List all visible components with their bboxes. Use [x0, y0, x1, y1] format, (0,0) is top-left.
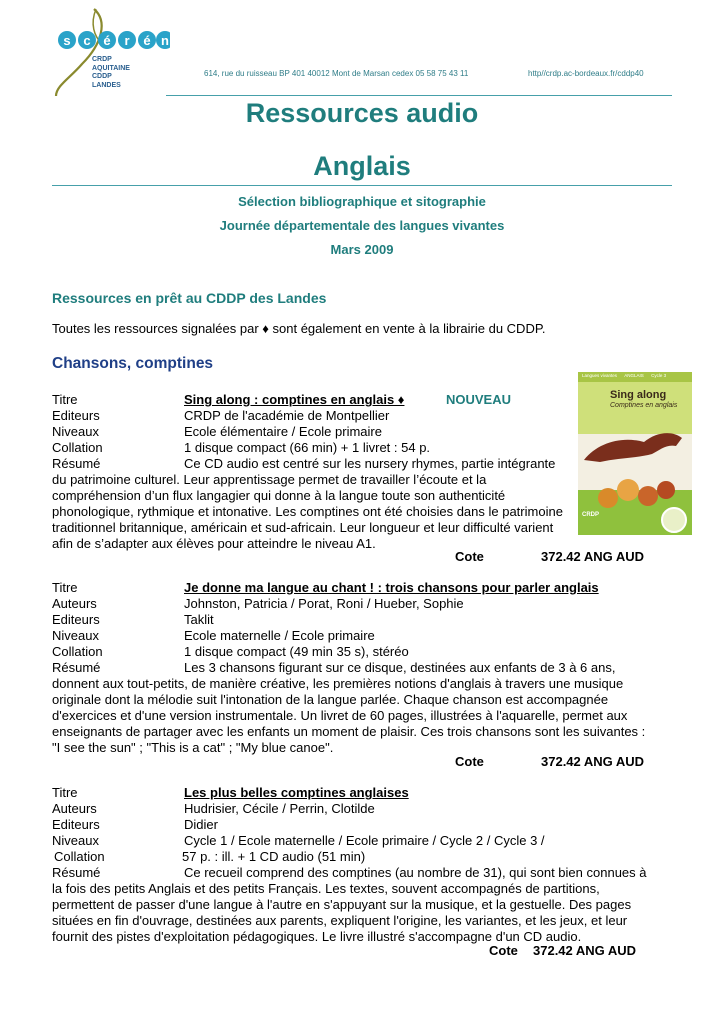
row-value: Ce recueil comprend des comptines (au nombre de 31), qui sont bien connues à [184, 865, 647, 880]
summary-line: originale dont la mélodie suit l'intonation de la langue parlée. Chaque chanson est accompagnée [52, 692, 609, 707]
svg-text:é: é [143, 33, 151, 48]
entry-title: Je donne ma langue au chant ! : trois chansons pour parler anglais [184, 580, 599, 595]
row-value: Ce CD audio est centré sur les nursery rhymes, partie intégrante [184, 456, 556, 471]
row-value: Johnston, Patricia / Porat, Roni / Hueber, Sophie [184, 596, 464, 611]
subtitle-2: Journée départementale des langues vivantes [219, 218, 505, 233]
summary-line: traditionnel britannique, américain et sud-africain. Leur longueur et leur difficulté varient [52, 520, 554, 535]
row-label: Niveaux [52, 833, 99, 848]
row-value: 1 disque compact (49 min 35 s), stéréo [184, 644, 409, 659]
summary-line: du patrimoine culturel. Leur apprentissage permet de travailler l’écoute et la [52, 472, 487, 487]
cote-value: 372.42 ANG AUD [541, 754, 645, 769]
logo-line-2: AQUITAINE [92, 64, 130, 72]
summary-line: d'exercices et d'une version instrumentale. Un livret de 60 pages, illustrées à l'aquarelle, permet aux [52, 708, 628, 723]
cote-value: 372.42 ANG AUD [533, 943, 637, 958]
summary-line: situées en fin d'ouvrage, destinées aux parents, expliquent l'origine, les variantes, et les jeux, et leur [52, 913, 628, 928]
row-value: Les 3 chansons figurant sur ce disque, destinées aux enfants de 3 à 6 ans, [184, 660, 616, 675]
summary-line: enseignants de partager avec les enfants un moment de plaisir. Ces trois chansons sont les suivantes : [52, 724, 646, 739]
cote-label: Cote [455, 754, 484, 769]
summary-line: phonologique, rythmique et intonative. Les comptines ont été choisies dans le patrimoine [52, 504, 563, 519]
summary-line: fournit des pistes d'exploitation pédagogiques. Le livre illustré s'accompagne d'un CD audio. [52, 929, 582, 944]
cover-publisher: CRDP [582, 512, 600, 518]
row-label: Résumé [52, 660, 101, 675]
row-value: 1 disque compact (66 min) + 1 livret : 54 p. [184, 440, 431, 455]
row-label: Editeurs [52, 408, 100, 423]
summary-line: compréhension d’un flux langagier qui donne à la langue toute son authenticité [52, 488, 506, 503]
logo-line-4: LANDES [92, 81, 121, 89]
logo-line-3: CDDP [92, 73, 112, 80]
row-label: Niveaux [52, 424, 99, 439]
subtitle-1: Sélection bibliographique et sitographie [238, 194, 486, 209]
row-label: Auteurs [52, 801, 97, 816]
logo-line-1: CRDP [92, 56, 112, 63]
summary-line: permettent de passer d'une langue à l'autre en s'appuyant sur la musique, et la gestuelle. Des pages [52, 897, 632, 912]
cover-title: Sing along [610, 389, 667, 401]
page-title-line2: Anglais [313, 151, 411, 181]
header-address: 614, rue du ruisseau BP 401 40012 Mont de Marsan cedex 05 58 75 43 11 [204, 69, 469, 78]
row-label: Collation [54, 849, 105, 864]
cover-label: Langues vivantes [582, 373, 618, 378]
logo-letter-s: s [63, 33, 71, 48]
row-label: Titre [52, 392, 78, 407]
row-value: 57 p. : ill. + 1 CD audio (51 min) [182, 849, 366, 864]
cote-value: 372.42 ANG AUD [541, 549, 645, 564]
cover-label: ANGLAIS [624, 373, 644, 378]
page-title-line1: Ressources audio [245, 98, 479, 128]
row-label: Auteurs [52, 596, 97, 611]
svg-text:n: n [161, 33, 169, 48]
row-value: CRDP de l'académie de Montpellier [184, 408, 390, 423]
section-heading: Ressources en prêt au CDDP des Landes [52, 290, 327, 306]
row-label: Collation [52, 644, 103, 659]
svg-text:é: é [103, 33, 111, 48]
cover-subtitle: Comptines en anglais [610, 402, 678, 409]
entry-title: Les plus belles comptines anglaises [184, 785, 409, 800]
scerén-logo [50, 6, 170, 98]
row-label: Editeurs [52, 817, 100, 832]
row-label: Résumé [52, 865, 101, 880]
row-value: Ecole maternelle / Ecole primaire [184, 628, 375, 643]
entry-title: Sing along : comptines en anglais ♦ [184, 392, 405, 407]
header-rule [166, 95, 672, 96]
row-value: Hudrisier, Cécile / Perrin, Clotilde [184, 801, 375, 816]
svg-text:r: r [124, 33, 130, 48]
summary-line: afin de s’adapter aux élèves pour atteindre le niveau A1. [52, 536, 376, 551]
subtitle-date: Mars 2009 [330, 242, 394, 257]
summary-line: "I see the sun" ; "This is a cat" ; "My blue canoe". [52, 740, 334, 755]
new-badge: NOUVEAU [446, 392, 512, 407]
row-label: Niveaux [52, 628, 99, 643]
summary-line: donnent aux tout-petits, de manière créative, les premières notions d'anglais à travers une musique [52, 676, 624, 691]
cd-cover-image [578, 372, 692, 535]
title-rule [52, 185, 672, 186]
cote-label: Cote [455, 549, 484, 564]
row-value: Didier [184, 817, 218, 832]
summary-line: la fois des petits Anglais et des petits Français. Les textes, souvent accompagnés de partitions, [52, 881, 600, 896]
row-label: Titre [52, 785, 78, 800]
svg-text:c: c [83, 33, 91, 48]
row-value: Cycle 1 / Ecole maternelle / Ecole primaire / Cycle 2 / Cycle 3 / [184, 833, 545, 848]
header-url[interactable]: http//crdp.ac-bordeaux.fr/cddp40 [528, 69, 644, 78]
row-label: Titre [52, 580, 78, 595]
cote-label: Cote [489, 943, 518, 958]
row-label: Résumé [52, 456, 101, 471]
row-label: Collation [52, 440, 103, 455]
intro-text: Toutes les ressources signalées par ♦ sont également en vente à la librairie du CDDP. [52, 321, 546, 336]
row-label: Editeurs [52, 612, 100, 627]
cover-label: Cycle 3 [651, 373, 667, 378]
category-heading: Chansons, comptines [52, 355, 214, 372]
row-value: Ecole élémentaire / Ecole primaire [184, 424, 382, 439]
row-value: Taklit [184, 612, 214, 627]
